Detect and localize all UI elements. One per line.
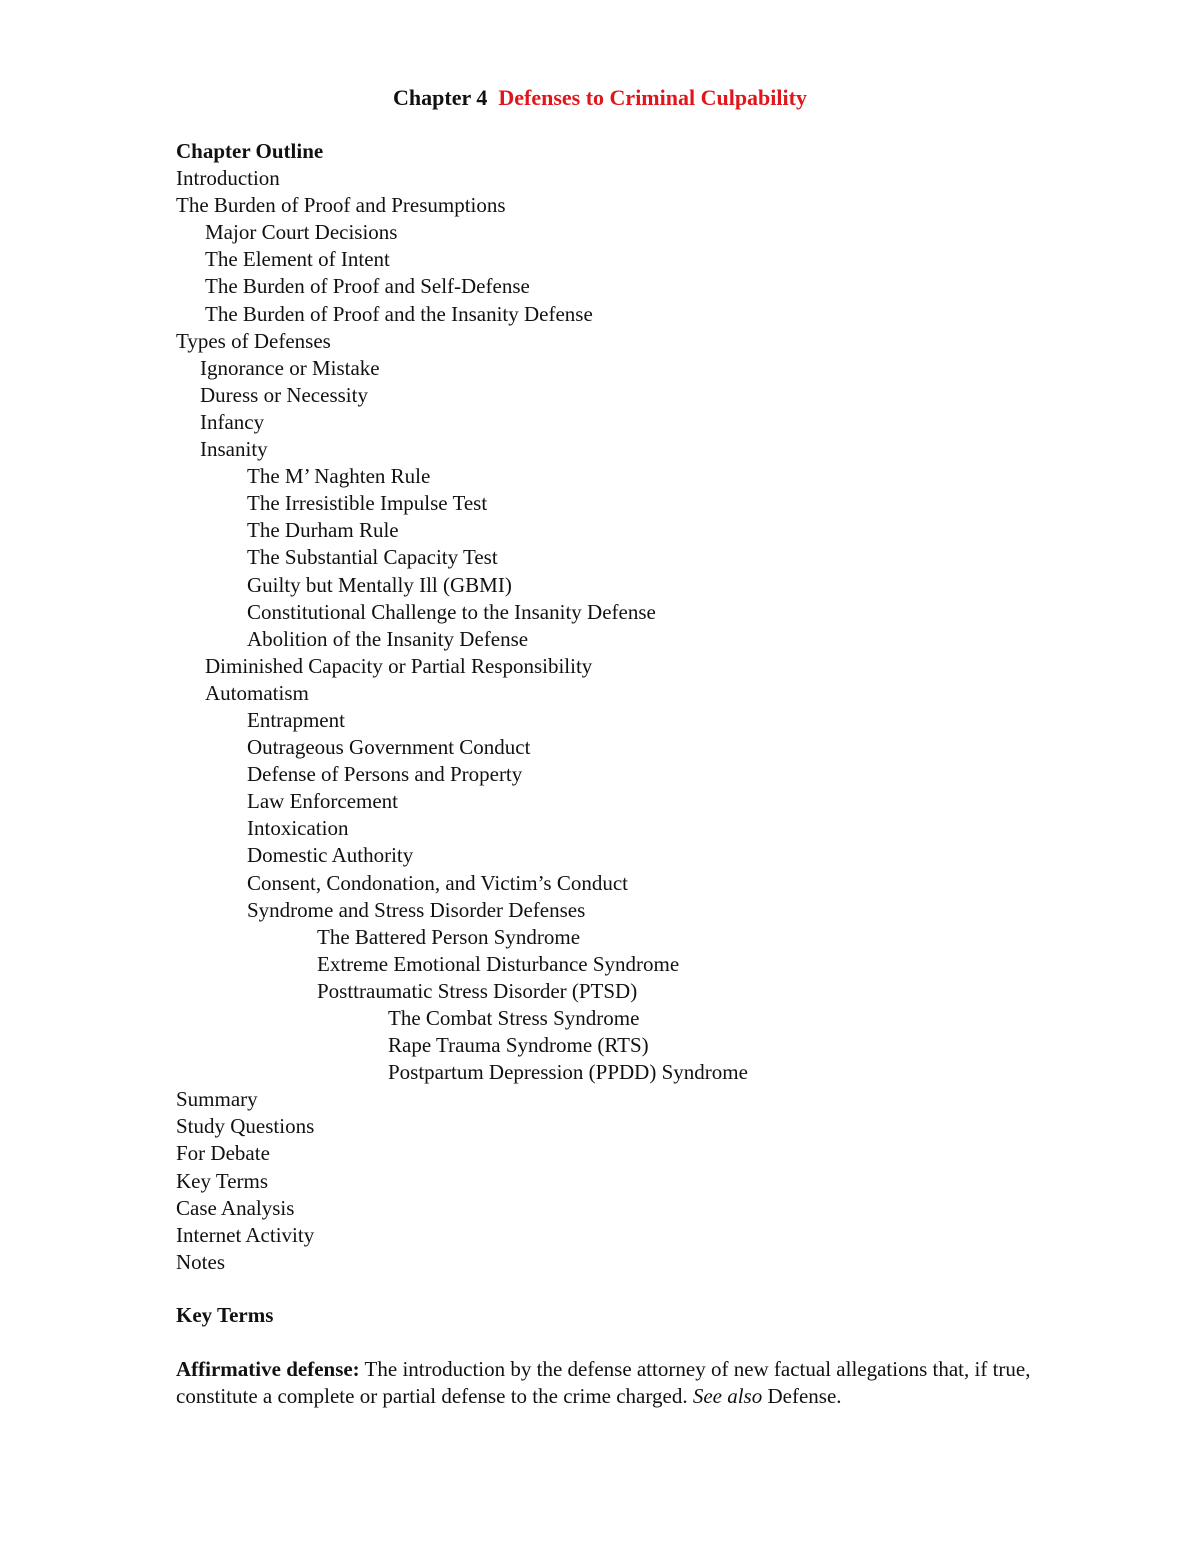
- outline-item: Intoxication: [247, 816, 349, 841]
- outline-item: The Irresistible Impulse Test: [247, 491, 488, 516]
- outline-item: Guilty but Mentally Ill (GBMI): [247, 572, 512, 597]
- outline-item: The Burden of Proof and the Insanity Defense: [205, 301, 593, 326]
- outline-item: Constitutional Challenge to the Insanity Defense: [247, 599, 656, 624]
- outline-item: The Element of Intent: [205, 247, 390, 272]
- outline-heading: Chapter Outline: [176, 139, 324, 163]
- see-also-label: See also: [692, 1384, 763, 1409]
- outline-item: The Substantial Capacity Test: [247, 545, 498, 570]
- page-title: [0, 84, 1200, 112]
- outline-item: Case Analysis: [176, 1195, 295, 1220]
- outline-item: Ignorance or Mistake: [200, 355, 380, 380]
- outline-item: Infancy: [200, 409, 265, 434]
- outline-item: Internet Activity: [176, 1222, 315, 1247]
- outline-item: Outrageous Government Conduct: [247, 735, 531, 760]
- outline-item: Abolition of the Insanity Defense: [247, 626, 529, 651]
- outline-item: Rape Trauma Syndrome (RTS): [388, 1033, 649, 1058]
- chapter-outline: [176, 138, 1076, 1276]
- chapter-subject: Defenses to Criminal Culpability: [498, 85, 807, 110]
- outline-item: Duress or Necessity: [200, 382, 368, 407]
- outline-item: The Durham Rule: [247, 518, 399, 543]
- outline-item: Defense of Persons and Property: [247, 762, 523, 787]
- see-also-target: Defense.: [762, 1384, 842, 1409]
- outline-item: Syndrome and Stress Disorder Defenses: [247, 897, 586, 922]
- outline-item: Law Enforcement: [247, 789, 399, 814]
- outline-item: The Burden of Proof and Self-Defense: [205, 274, 530, 299]
- key-term-name: Affirmative defense:: [176, 1357, 360, 1381]
- key-term-text: The introduction by the defense attorney of new factual allegations that, if true, constitute a complete or partial defense to the crime charged.: [176, 1357, 1031, 1409]
- outline-item: Postpartum Depression (PPDD) Syndrome: [388, 1060, 748, 1085]
- outline-item: For Debate: [176, 1141, 270, 1166]
- key-terms-heading: Key Terms: [176, 1303, 274, 1327]
- key-term-definition: [176, 1356, 1036, 1411]
- outline-item: Notes: [176, 1249, 225, 1274]
- outline-item: Posttraumatic Stress Disorder (PTSD): [317, 978, 638, 1003]
- outline-item: Entrapment: [247, 707, 345, 732]
- outline-item: Introduction: [176, 166, 280, 191]
- outline-item: The Combat Stress Syndrome: [388, 1006, 640, 1030]
- outline-item: Study Questions: [176, 1114, 315, 1139]
- outline-item: Types of Defenses: [176, 328, 331, 353]
- outline-item: Major Court Decisions: [205, 220, 398, 245]
- outline-item: Diminished Capacity or Partial Responsibility: [205, 653, 593, 678]
- outline-item: Summary: [176, 1087, 258, 1112]
- outline-item: Automatism: [205, 680, 309, 705]
- outline-item: Insanity: [200, 437, 268, 462]
- outline-item: Consent, Condonation, and Victim’s Conduct: [247, 870, 629, 895]
- outline-item: Domestic Authority: [247, 843, 414, 868]
- outline-item: Key Terms: [176, 1168, 269, 1193]
- outline-item: The Battered Person Syndrome: [317, 924, 581, 949]
- outline-item: The Burden of Proof and Presumptions: [176, 193, 506, 218]
- outline-item: Extreme Emotional Disturbance Syndrome: [317, 951, 680, 976]
- outline-item: The M’ Naghten Rule: [247, 464, 431, 489]
- chapter-number: Chapter 4: [393, 85, 488, 110]
